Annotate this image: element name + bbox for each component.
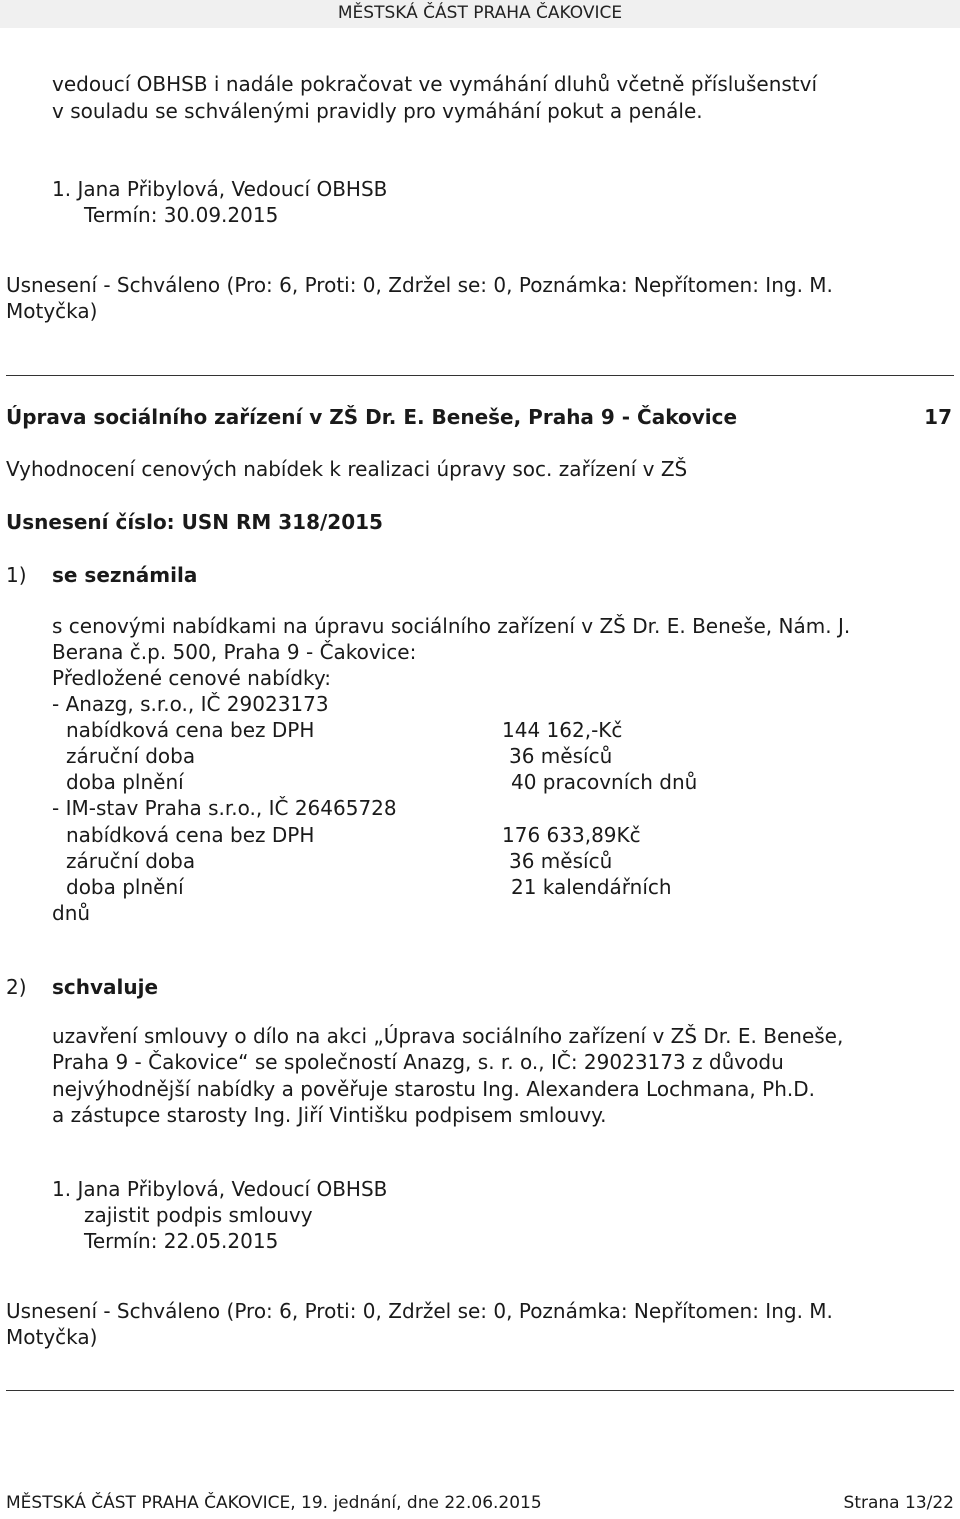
bid2-value-duration: 21 kalendářních bbox=[511, 875, 672, 899]
vote-line2: Motyčka) bbox=[6, 1325, 98, 1349]
point2-text-line1: uzavření smlouvy o dílo na akci „Úprava sociálního zařízení v ZŠ Dr. E. Beneše, bbox=[52, 1024, 844, 1048]
point2-number: 2) bbox=[6, 975, 27, 999]
bid1-value-duration: 40 pracovních dnů bbox=[511, 770, 698, 794]
bid2-label-duration: doba plnění bbox=[66, 875, 184, 899]
bid1-label-price: nabídková cena bez DPH bbox=[66, 718, 315, 742]
prev-text-line2: v souladu se schválenými pravidly pro vymáhání pokut a penále. bbox=[52, 99, 703, 123]
footer-page-number: Strana 13/22 bbox=[843, 1493, 954, 1513]
item-number: 17 bbox=[924, 405, 952, 429]
point1-text-line2: Berana č.p. 500, Praha 9 - Čakovice: bbox=[52, 640, 417, 664]
item-subtitle: Vyhodnocení cenových nabídek k realizaci úpravy soc. zařízení v ZŠ bbox=[6, 457, 688, 481]
point2-text-line4: a zástupce starosty Ing. Jiří Vintišku podpisem smlouvy. bbox=[52, 1103, 607, 1127]
bid2-value-price: 176 633,89Kč bbox=[502, 823, 641, 847]
bid1-name: - Anazg, s.r.o., IČ 29023173 bbox=[52, 692, 329, 716]
resolution-number: Usnesení číslo: USN RM 318/2015 bbox=[6, 510, 383, 534]
prev-task-responsible: 1. Jana Přibylová, Vedoucí OBHSB bbox=[52, 177, 388, 201]
page-header-title: MĚSTSKÁ ČÁST PRAHA ČAKOVICE bbox=[337, 3, 623, 23]
footer-left: MĚSTSKÁ ČÁST PRAHA ČAKOVICE, 19. jednání, dne 22.06.2015 bbox=[6, 1493, 542, 1513]
vote-line1: Usnesení - Schváleno (Pro: 6, Proti: 0, Zdržel se: 0, Poznámka: Nepřítomen: Ing. M. bbox=[6, 1299, 833, 1323]
bid1-label-duration: doba plnění bbox=[66, 770, 184, 794]
prev-vote-line1: Usnesení - Schváleno (Pro: 6, Proti: 0, Zdržel se: 0, Poznámka: Nepřítomen: Ing. M. bbox=[6, 273, 833, 297]
task-deadline: Termín: 22.05.2015 bbox=[84, 1229, 279, 1253]
bid1-value-warranty: 36 měsíců bbox=[509, 744, 613, 768]
task-text: zajistit podpis smlouvy bbox=[84, 1203, 313, 1227]
point2-text-line3: nejvýhodnější nabídky a pověřuje starostu Ing. Alexandera Lochmana, Ph.D. bbox=[52, 1077, 815, 1101]
point2-verb: schvaluje bbox=[52, 975, 159, 999]
bid2-label-warranty: záruční doba bbox=[66, 849, 196, 873]
prev-vote-line2: Motyčka) bbox=[6, 299, 98, 323]
bid2-wrap-text: dnů bbox=[52, 901, 91, 925]
separator-line-bottom bbox=[6, 1390, 954, 1391]
bid2-value-warranty: 36 měsíců bbox=[509, 849, 613, 873]
bid1-value-price: 144 162,-Kč bbox=[502, 718, 623, 742]
bid2-name: - IM-stav Praha s.r.o., IČ 26465728 bbox=[52, 796, 397, 820]
point1-text-line1: s cenovými nabídkami na úpravu sociálního zařízení v ZŠ Dr. E. Beneše, Nám. J. bbox=[52, 614, 851, 638]
point1-text-line3: Předložené cenové nabídky: bbox=[52, 666, 332, 690]
prev-task-deadline: Termín: 30.09.2015 bbox=[84, 203, 279, 227]
task-responsible: 1. Jana Přibylová, Vedoucí OBHSB bbox=[52, 1177, 388, 1201]
bid1-label-warranty: záruční doba bbox=[66, 744, 196, 768]
item-title: Úprava sociálního zařízení v ZŠ Dr. E. Beneše, Praha 9 - Čakovice bbox=[6, 405, 738, 429]
point1-verb: se seznámila bbox=[52, 563, 198, 587]
point1-number: 1) bbox=[6, 563, 27, 587]
point2-text-line2: Praha 9 - Čakovice“ se společností Anazg, s. r. o., IČ: 29023173 z důvodu bbox=[52, 1050, 784, 1074]
bid2-label-price: nabídková cena bez DPH bbox=[66, 823, 315, 847]
prev-text-line1: vedoucí OBHSB i nadále pokračovat ve vymáhání dluhů včetně příslušenství bbox=[52, 72, 818, 96]
separator-line bbox=[6, 375, 954, 376]
